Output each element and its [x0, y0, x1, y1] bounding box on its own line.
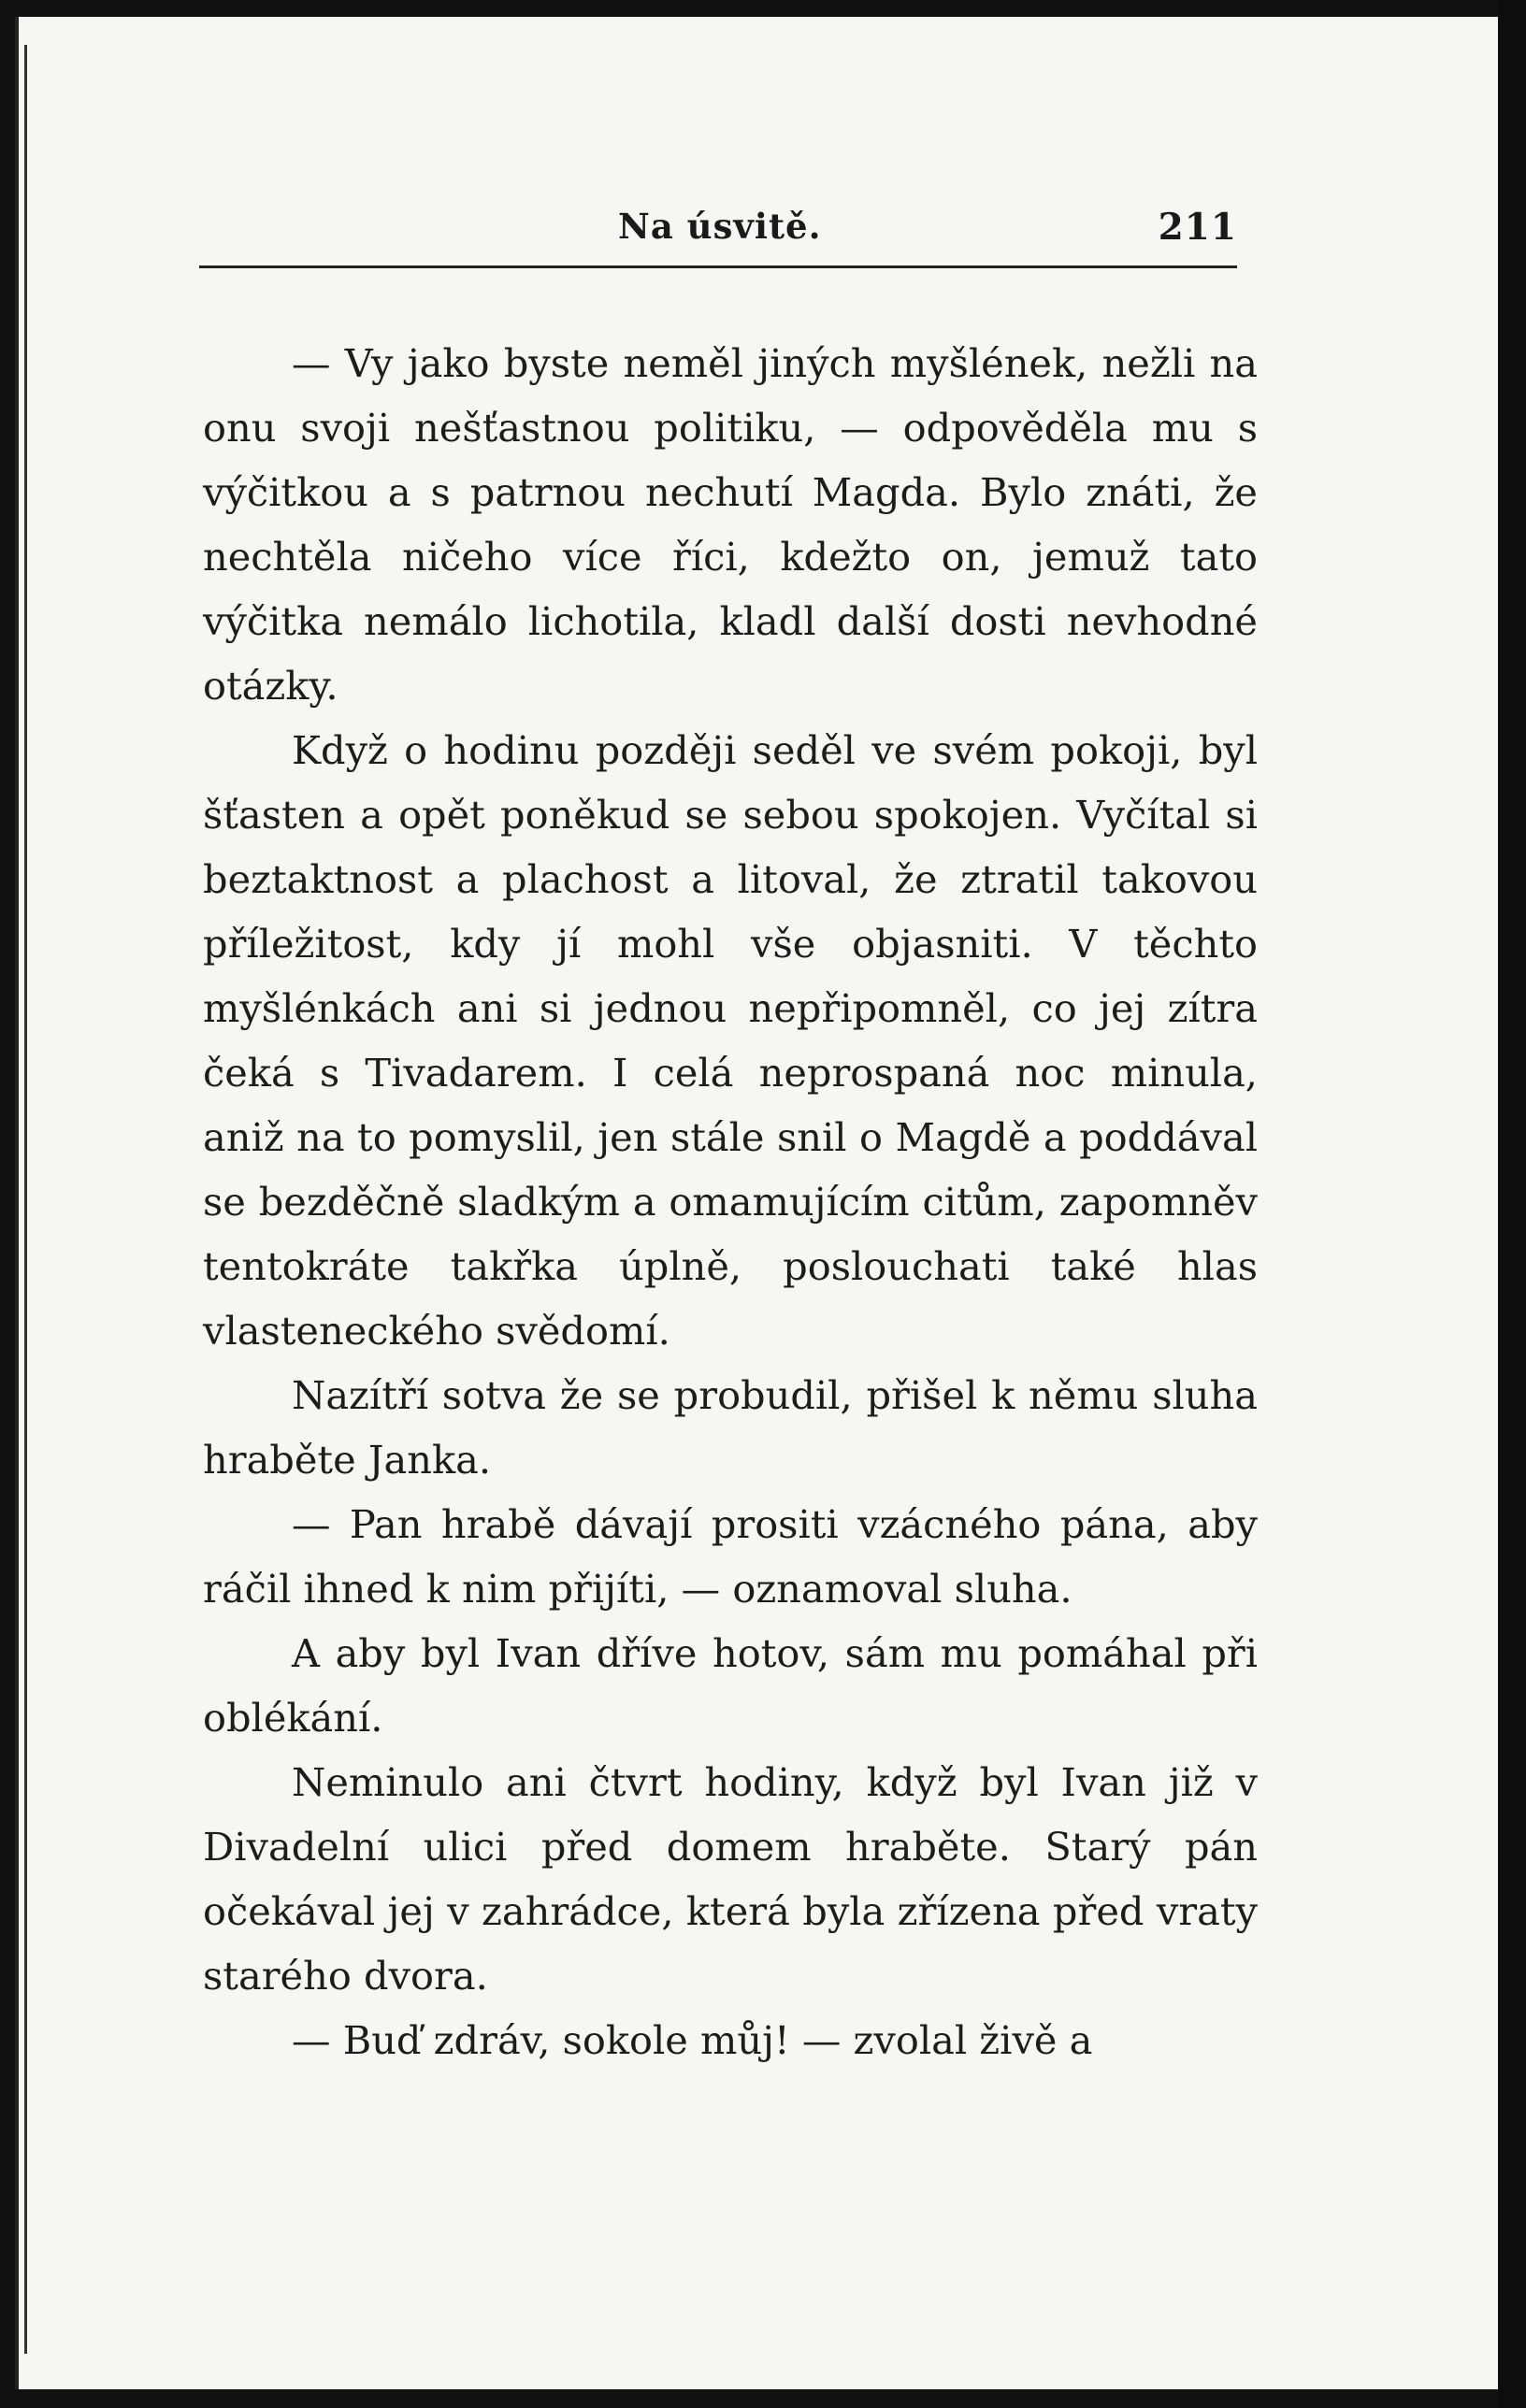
- paragraph: — Buď zdráv, sokole můj! — zvolal živě a: [292, 2017, 1093, 2063]
- page-header: [199, 204, 1237, 260]
- body-text: [203, 331, 1258, 2072]
- paragraph: Nazítří sotva že se probudil, přišel k němu sluha hraběte Janka.: [203, 1372, 1258, 1483]
- header-rule: [199, 265, 1237, 268]
- scan-border: [1498, 0, 1526, 2408]
- running-title: Na úsvitě.: [618, 206, 822, 247]
- paragraph: Když o hodinu později seděl ve svém pokoji, byl šťasten a opět poněkud se sebou spokojen. Vyčítal si beztaktnost a plachost a litoval, že ztratil takovou příležitost, kdy jí mohl vše objasniti. V těchto myšlénkách ani si jednou nepřipomněl, co jej zítra čeká s Tivadarem. I celá neprospaná noc minula, aniž na to pomyslil, jen stále snil o Magdě a poddával se bezděčně sladkým a omamujícím citům, zapomněv tentokráte takřka úplně, poslouchati také hlas vlasteneckého svědomí.: [203, 727, 1258, 1354]
- book-page: [15, 17, 1502, 2389]
- paragraph: — Pan hrabě dávají prositi vzácného pána, aby ráčil ihned k nim přijíti, — oznamoval sluha.: [203, 1501, 1258, 1612]
- paragraph: — Vy jako byste neměl jiných myšlének, nežli na onu svoji nešťastnou politiku, — odpověděla mu s výčitkou a s patrnou nechutí Magda. Bylo znáti, že nechtěla ničeho více říci, kdežto on, jemuž tato výčitka nemálo lichotila, kladl další dosti nevhodné otázky.: [203, 340, 1258, 709]
- page-number: 211: [1158, 206, 1237, 249]
- paragraph: Neminulo ani čtvrt hodiny, když byl Ivan již v Divadelní ulici před domem hraběte. Starý pán očekával jej v zahrádce, která byla zřízena před vraty starého dvora.: [203, 1759, 1258, 1999]
- page-binding-edge: [24, 45, 27, 2354]
- paragraph: A aby byl Ivan dříve hotov, sám mu pomáhal při oblékání.: [203, 1630, 1258, 1741]
